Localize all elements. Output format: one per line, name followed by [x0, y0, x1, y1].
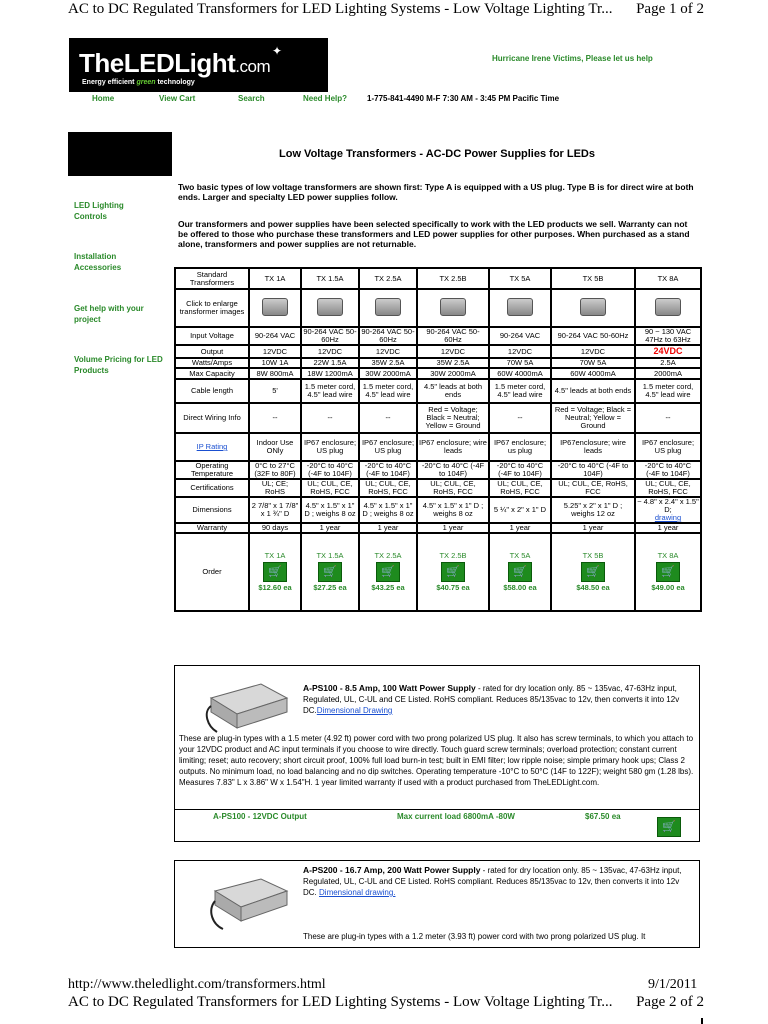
add-to-cart-icon[interactable]: 🛒	[657, 817, 681, 837]
add-to-cart-icon[interactable]: 🛒	[263, 562, 287, 582]
cell-text: 4.5" x 1.5" x 1" D ; weighs 8 oz	[362, 501, 414, 518]
cell-text: 0°C to 27°C (32F to 80F)	[254, 461, 296, 478]
cell-text: IP67 enclosure; US plug	[641, 438, 695, 455]
table-row	[175, 358, 701, 368]
table-row	[175, 345, 701, 358]
cell-text: UL; CUL, CE, RoHS, FCC	[365, 479, 411, 496]
cell-text: 90-264 VAC	[254, 331, 296, 340]
cell-text: --	[517, 413, 523, 422]
cell-text: -20°C to 40°C (-4F to 104F)	[421, 461, 485, 478]
row-label	[175, 497, 249, 523]
site-logo[interactable]	[69, 38, 328, 92]
table-cell	[489, 368, 551, 379]
table-cell	[301, 345, 359, 358]
cell-text: 12VDC	[375, 346, 401, 356]
footer-url: http://www.theledlight.com/transformers.html	[68, 977, 326, 992]
transformer-thumbnail[interactable]	[262, 298, 288, 316]
power-supply-image[interactable]	[203, 676, 291, 736]
product-order-bar	[175, 809, 699, 842]
cell-text: 5 ¼" x 2" x 1" D	[493, 505, 547, 514]
table-cell	[417, 523, 489, 533]
cell-text: 90 ~ 130 VAC 47Hz to 63Hz	[644, 327, 692, 344]
pdf-header-page: Page 2 of 2	[636, 994, 704, 1010]
sidebar-black-box	[68, 132, 172, 176]
cell-text: 5'	[272, 386, 278, 395]
table-cell	[489, 358, 551, 368]
table-cell	[635, 479, 701, 497]
bar-model: A-PS100 - 12VDC Output	[213, 812, 307, 821]
product-summary: - rated for dry location only. 85 ~ 135vac, 47-63Hz input, Regulated, UL, C-UL and CE Listed. RoHS compliant. Reduces 85/135vac to 12v, then converts it into 12v DC.	[303, 866, 682, 897]
row-label	[175, 358, 249, 368]
sidebar-item-help[interactable]: Get help with your project	[74, 304, 144, 324]
table-cell	[359, 433, 417, 461]
table-cell	[417, 433, 489, 461]
cell-text: UL; CUL, CE, RoHS, FCC	[645, 479, 691, 496]
table-cell	[417, 345, 489, 358]
row-label	[175, 523, 249, 533]
cell-text: 4.5" leads at both ends	[423, 382, 483, 399]
intro-paragraph-1: Two basic types of low voltage transformers are shown first: Type A is equipped with a US plug. Type B is for direct wire at both ends. Larger and specialty LED power supplies follow.	[178, 182, 694, 202]
cell-text: 1.5 meter cord, 4.5" lead wire	[642, 382, 694, 399]
table-cell	[359, 368, 417, 379]
table-cell	[635, 368, 701, 379]
cell-text: 90 days	[261, 523, 289, 532]
cell-text: 1.5 meter cord, 4.5" lead wire	[304, 382, 356, 399]
cell-text: 90-264 VAC 50-60Hz	[557, 331, 629, 340]
header-cell: TX 1.5A	[301, 268, 359, 289]
header-cell: TX 1A	[249, 268, 301, 289]
cell-text: Indoor Use ONly	[256, 438, 294, 455]
row-label-text: Operating Temperature	[190, 461, 234, 478]
table-cell	[249, 433, 301, 461]
cell-text: 12VDC	[317, 346, 343, 356]
cell-text: UL; CE; RoHS	[261, 479, 289, 496]
add-to-cart-icon[interactable]: 🛒	[656, 562, 680, 582]
cell-text: 12VDC	[580, 346, 606, 356]
table-cell	[249, 327, 301, 345]
table-cell	[635, 379, 701, 403]
cell-text: 1 year	[377, 523, 399, 532]
table-row-order	[175, 533, 701, 611]
table-row-images	[175, 289, 701, 327]
cell-text: --	[272, 413, 278, 422]
sidebar-item-volume-pricing[interactable]: Volume Pricing for LED Products	[74, 355, 163, 375]
cell-text: 2 7/8" x 1 7/8" x 1 ¾" D	[251, 501, 299, 518]
product-box-ps200	[174, 860, 700, 948]
cell-text: 5.25" x 2" x 1" D ; weighs 12 oz	[563, 501, 623, 518]
header-cell: TX 8A	[635, 268, 701, 289]
transformer-spec-table	[174, 267, 702, 612]
transformer-thumbnail[interactable]	[507, 298, 533, 316]
order-price: $27.25 ea	[313, 583, 347, 592]
cell-text: 90-264 VAC 50-60Hz	[426, 327, 480, 344]
table-cell	[249, 379, 301, 403]
nav-home[interactable]: Home	[92, 94, 115, 103]
order-price: $43.25 ea	[371, 583, 405, 592]
transformer-thumbnail[interactable]	[655, 298, 681, 316]
row-label-text[interactable]: IP Rating	[196, 442, 228, 451]
table-cell	[635, 345, 701, 358]
table-cell	[249, 479, 301, 497]
cell-text: 35W 2.5A	[371, 358, 405, 367]
order-model: TX 5B	[582, 551, 604, 560]
spark-icon: ✦	[272, 44, 283, 58]
product-body: These are plug-in types with a 1.5 meter (4.92 ft) power cord with two prong polarized US plug. It also has screw terminals, to which you attach to your 12VDC product and AC input terminals if you choose to wire directly. Touch guard screw terminals; overload protection; constant current limiting; reset; auto recovery; short circuit proof, 100% full load burn-in test; built in EMI filter; low ripple noise; simple primary hook ups; Class 2 outputs. No minimum load, no load balancing and no dip switches. Operating temperature -10°C to 50°C (14F to 122F); weight 580 gm (1.28 lbs). Measures 7.83" L x 3.86" W x 1.54"H. 1 year limited warranty if used with a product purchased from TheLEDLight.com.	[179, 734, 694, 787]
logo-light: Light	[174, 48, 236, 78]
table-cell	[417, 461, 489, 479]
cell-text: 90-264 VAC 50-60Hz	[361, 327, 415, 344]
drawing-link[interactable]: drawing	[654, 513, 682, 522]
cell-text: 1 year	[442, 523, 464, 532]
pdf-header-title: AC to DC Regulated Transformers for LED Lighting Systems - Low Voltage Lighting Tr...	[68, 1, 613, 17]
product-name: A-PS200 - 16.7 Amp, 200 Watt Power Supply	[303, 865, 481, 875]
cell-text: 10W 1A	[261, 358, 289, 367]
row-label	[175, 461, 249, 479]
header-cell: Standard Transformers	[175, 268, 249, 289]
cell-text: 4.5" x 1.5" x 1" D ; weighs 8 oz	[304, 501, 356, 518]
transformer-thumbnail[interactable]	[317, 298, 343, 316]
table-cell	[489, 479, 551, 497]
logo-com: .com	[235, 57, 271, 76]
row-label	[175, 379, 249, 403]
table-cell	[489, 403, 551, 433]
cell-text: Red = Voltage; Black = Neutral; Yellow = Ground	[425, 405, 481, 430]
add-to-cart-icon[interactable]: 🛒	[441, 562, 465, 582]
table-cell	[359, 403, 417, 433]
sidebar-item-installation[interactable]: Installation Accessories	[74, 252, 122, 272]
cell-text: 8W 800mA	[256, 368, 294, 378]
nav-need-help[interactable]: Need Help?	[303, 94, 348, 103]
order-price: $48.50 ea	[576, 583, 610, 592]
cell-text: 12VDC	[440, 346, 466, 356]
table-cell	[301, 358, 359, 368]
nav-view-cart[interactable]: View Cart	[159, 94, 196, 103]
table-cell	[551, 433, 635, 461]
transformer-thumbnail[interactable]	[580, 298, 606, 316]
row-label-text: Output	[200, 346, 224, 356]
table-cell	[249, 403, 301, 433]
table-cell	[417, 497, 489, 523]
table-cell	[249, 497, 301, 523]
row-label-text: Direct Wiring Info	[183, 413, 241, 422]
cell-text: Red = Voltage; Black = Neutral; Yellow = Ground	[554, 405, 632, 430]
cell-text: 1 year	[509, 523, 531, 532]
row-label-text: Cable length	[190, 386, 234, 395]
cell-text: 35W 2.5A	[436, 358, 470, 367]
table-cell	[489, 497, 551, 523]
add-to-cart-icon[interactable]: 🛒	[376, 562, 400, 582]
table-cell	[635, 403, 701, 433]
order-price: $58.00 ea	[503, 583, 537, 592]
cell-text: UL; CUL, CE, RoHS, FCC	[558, 479, 628, 496]
order-model: TX 2.5B	[439, 551, 467, 560]
table-cell	[551, 327, 635, 345]
row-label-text: Dimensions	[192, 505, 232, 514]
order-label: Order	[175, 533, 249, 611]
order-price: $40.75 ea	[436, 583, 470, 592]
table-cell	[301, 523, 359, 533]
table-cell	[359, 345, 417, 358]
table-cell	[301, 368, 359, 379]
add-to-cart-icon[interactable]: 🛒	[581, 562, 605, 582]
row-label	[175, 368, 249, 379]
cell-text: 1.5 meter cord, 4.5" lead wire	[362, 382, 414, 399]
row-label	[175, 403, 249, 433]
table-row	[175, 403, 701, 433]
bar-price: $67.50 ea	[585, 812, 621, 821]
bar-current: Max current load 6800mA -80W	[397, 812, 515, 821]
pdf-page-header-2	[68, 994, 704, 1011]
sidebar-item-led-controls[interactable]: LED Lighting Controls	[74, 201, 124, 221]
cell-text: IP67 enclosure; us plug	[493, 438, 547, 455]
table-cell	[551, 368, 635, 379]
table-cell	[249, 345, 301, 358]
footer-date: 9/1/2011	[648, 977, 698, 992]
cell-text: ~ 4.8" x 2.4" x 1.5" D;	[637, 497, 699, 514]
pdf-page-header	[68, 1, 704, 18]
table-cell	[417, 479, 489, 497]
intro-paragraph-2: Our transformers and power supplies have been selected specifically to work with the LED products we sell. Warranty can not be offered to those who purchase these transformers and LED power supplies for other purposes. When purchased as a stand alone, transformers and power supplies are not returnable.	[178, 219, 690, 249]
cell-text: -20°C to 40°C (-4F to 104F)	[644, 461, 692, 478]
dimensional-drawing-link[interactable]: Dimensional drawing.	[319, 888, 396, 897]
table-cell	[635, 497, 701, 523]
table-cell	[249, 368, 301, 379]
transformer-thumbnail[interactable]	[375, 298, 401, 316]
table-cell	[417, 358, 489, 368]
add-to-cart-icon[interactable]: 🛒	[318, 562, 342, 582]
table-cell	[635, 461, 701, 479]
table-cell	[635, 433, 701, 461]
table-cell	[359, 523, 417, 533]
header-cell: TX 2.5A	[359, 268, 417, 289]
product-box-ps100	[174, 665, 700, 842]
table-header-row	[175, 268, 701, 289]
top-nav	[0, 94, 768, 106]
table-cell	[417, 327, 489, 345]
cell-text: 24VDC	[653, 346, 683, 356]
row-label-text: Input Voltage	[190, 331, 234, 340]
table-cell	[635, 327, 701, 345]
cell-text: 22W 1.5A	[313, 358, 347, 367]
add-to-cart-icon[interactable]: 🛒	[508, 562, 532, 582]
table-cell	[551, 403, 635, 433]
table-cell	[301, 479, 359, 497]
pdf-header-title: AC to DC Regulated Transformers for LED Lighting Systems - Low Voltage Lighting Tr...	[68, 994, 613, 1010]
row-label	[175, 327, 249, 345]
order-price: $49.00 ea	[651, 583, 685, 592]
table-cell	[249, 358, 301, 368]
page-edge-mark	[701, 1018, 703, 1024]
order-model: TX 1A	[264, 551, 286, 560]
header-cell: TX 2.5B	[417, 268, 489, 289]
table-cell	[489, 461, 551, 479]
cell-text: 70W 5A	[579, 358, 607, 367]
table-cell	[551, 461, 635, 479]
cell-text: UL; CUL, CE, RoHS, FCC	[497, 479, 543, 496]
table-cell	[359, 358, 417, 368]
order-model: TX 8A	[657, 551, 679, 560]
logo-tagline-1: Energy efficient	[82, 79, 137, 86]
row-label	[175, 345, 249, 358]
table-row	[175, 523, 701, 533]
table-cell	[489, 379, 551, 403]
table-cell	[359, 461, 417, 479]
cell-text: 1 year	[657, 523, 679, 532]
table-cell	[489, 433, 551, 461]
cell-text: -20°C to 40°C (-4F to 104F)	[557, 461, 629, 478]
cell-text: 60W 4000mA	[497, 368, 543, 378]
hurricane-link[interactable]: Hurricane Irene Victims, Please let us help	[492, 54, 653, 63]
order-price: $12.60 ea	[258, 583, 292, 592]
cell-text: 60W 4000mA	[570, 368, 616, 378]
cell-text: UL; CUL, CE, RoHS, FCC	[430, 479, 476, 496]
cell-text: 1 year	[319, 523, 341, 532]
cell-text: IP67 enclosure; US plug	[361, 438, 415, 455]
transformer-thumbnail[interactable]	[440, 298, 466, 316]
pdf-header-page: Page 1 of 2	[636, 1, 704, 17]
table-cell	[359, 379, 417, 403]
cell-text: --	[385, 413, 391, 422]
row-label-text: Max Capacity	[189, 368, 235, 378]
table-cell	[635, 358, 701, 368]
header-cell: TX 5B	[551, 268, 635, 289]
product-body: These are plug-in types with a 1.2 meter (3.93 ft) power cord with two prong polarized US plug. It	[303, 932, 646, 941]
table-cell	[551, 345, 635, 358]
table-row	[175, 379, 701, 403]
logo-tagline-green: green	[136, 79, 156, 86]
row-label	[175, 479, 249, 497]
cell-text: IP67enclosure; wire leads	[560, 438, 626, 455]
table-cell	[635, 523, 701, 533]
row-label[interactable]	[175, 433, 249, 461]
order-model: TX 5A	[509, 551, 531, 560]
table-cell	[551, 479, 635, 497]
cell-text: 1.5 meter cord, 4.5" lead wire	[494, 382, 546, 399]
row-label-text: Watts/Amps	[191, 358, 233, 367]
order-model: TX 2.5A	[374, 551, 402, 560]
table-cell	[417, 379, 489, 403]
cell-text: 4.5" leads at both ends	[554, 386, 632, 395]
table-cell	[417, 368, 489, 379]
cell-text: 12VDC	[507, 346, 533, 356]
cell-text: IP67 enclosure; wire leads	[419, 438, 487, 455]
table-cell	[551, 379, 635, 403]
table-cell	[301, 403, 359, 433]
cell-text: -20°C to 40°C (-4F to 104F)	[496, 461, 544, 478]
table-cell	[301, 327, 359, 345]
table-cell	[249, 461, 301, 479]
cell-text: UL; CUL, CE, RoHS, FCC	[307, 479, 353, 496]
power-supply-image[interactable]	[203, 871, 291, 931]
table-row	[175, 368, 701, 379]
table-cell	[551, 358, 635, 368]
table-cell	[301, 497, 359, 523]
logo-tagline-2: technology	[155, 79, 195, 86]
cell-text: IP67 enclosure; US plug	[303, 438, 357, 455]
table-cell	[359, 479, 417, 497]
table-cell	[417, 403, 489, 433]
cell-text: 1 year	[582, 523, 604, 532]
product-name: A-PS100 - 8.5 Amp, 100 Watt Power Supply	[303, 683, 476, 693]
cell-text: -20°C to 40°C (-4F to 104F)	[306, 461, 354, 478]
row-label-text: Certifications	[190, 483, 234, 492]
cell-text: 70W 5A	[506, 358, 534, 367]
table-cell	[359, 327, 417, 345]
cell-text: 30W 2000mA	[365, 368, 411, 378]
images-label: Click to enlarge transformer images	[175, 289, 249, 327]
table-cell	[301, 461, 359, 479]
table-cell	[301, 433, 359, 461]
table-cell	[249, 523, 301, 533]
table-row	[175, 327, 701, 345]
table-row	[175, 461, 701, 479]
table-cell	[489, 523, 551, 533]
header-cell: TX 5A	[489, 268, 551, 289]
cell-text: 4.5" x 1.5" x 1" D ; weighs 8 oz	[422, 501, 484, 518]
cell-text: 12VDC	[262, 346, 288, 356]
table-row	[175, 479, 701, 497]
cell-text: 18W 1200mA	[307, 368, 353, 378]
table-row	[175, 497, 701, 523]
cell-text: --	[665, 413, 671, 422]
page-title: Low Voltage Transformers - AC-DC Power Supplies for LEDs	[279, 148, 595, 160]
row-label-text: Warranty	[196, 523, 228, 532]
table-row	[175, 433, 701, 461]
table-cell	[489, 327, 551, 345]
nav-search[interactable]: Search	[238, 94, 265, 103]
cell-text: 2.5A	[660, 358, 676, 367]
table-cell	[359, 497, 417, 523]
cell-text: -20°C to 40°C (-4F to 104F)	[364, 461, 412, 478]
table-cell	[301, 379, 359, 403]
cell-text: 90-264 VAC 50-60Hz	[303, 327, 357, 344]
table-cell	[551, 523, 635, 533]
dimensional-drawing-link[interactable]: Dimensional Drawing	[316, 706, 393, 715]
cell-text: 2000mA	[654, 368, 682, 378]
order-model: TX 1.5A	[316, 551, 344, 560]
product-summary: - rated for dry location only. 85 ~ 135vac, 47-63Hz input, Regulated, UL, C-UL and CE Listed. RoHS compliant. Reduces 85/135vac to 12v, then converts it into 12v DC.	[303, 684, 680, 715]
cell-text: --	[327, 413, 333, 422]
logo-the: TheLED	[79, 48, 175, 78]
nav-phone: 1-775-841-4490 M-F 7:30 AM - 3:45 PM Pacific Time	[367, 94, 560, 103]
table-cell	[551, 497, 635, 523]
cell-text: 90-264 VAC	[499, 331, 541, 340]
table-cell	[489, 345, 551, 358]
cell-text: 30W 2000mA	[430, 368, 476, 378]
